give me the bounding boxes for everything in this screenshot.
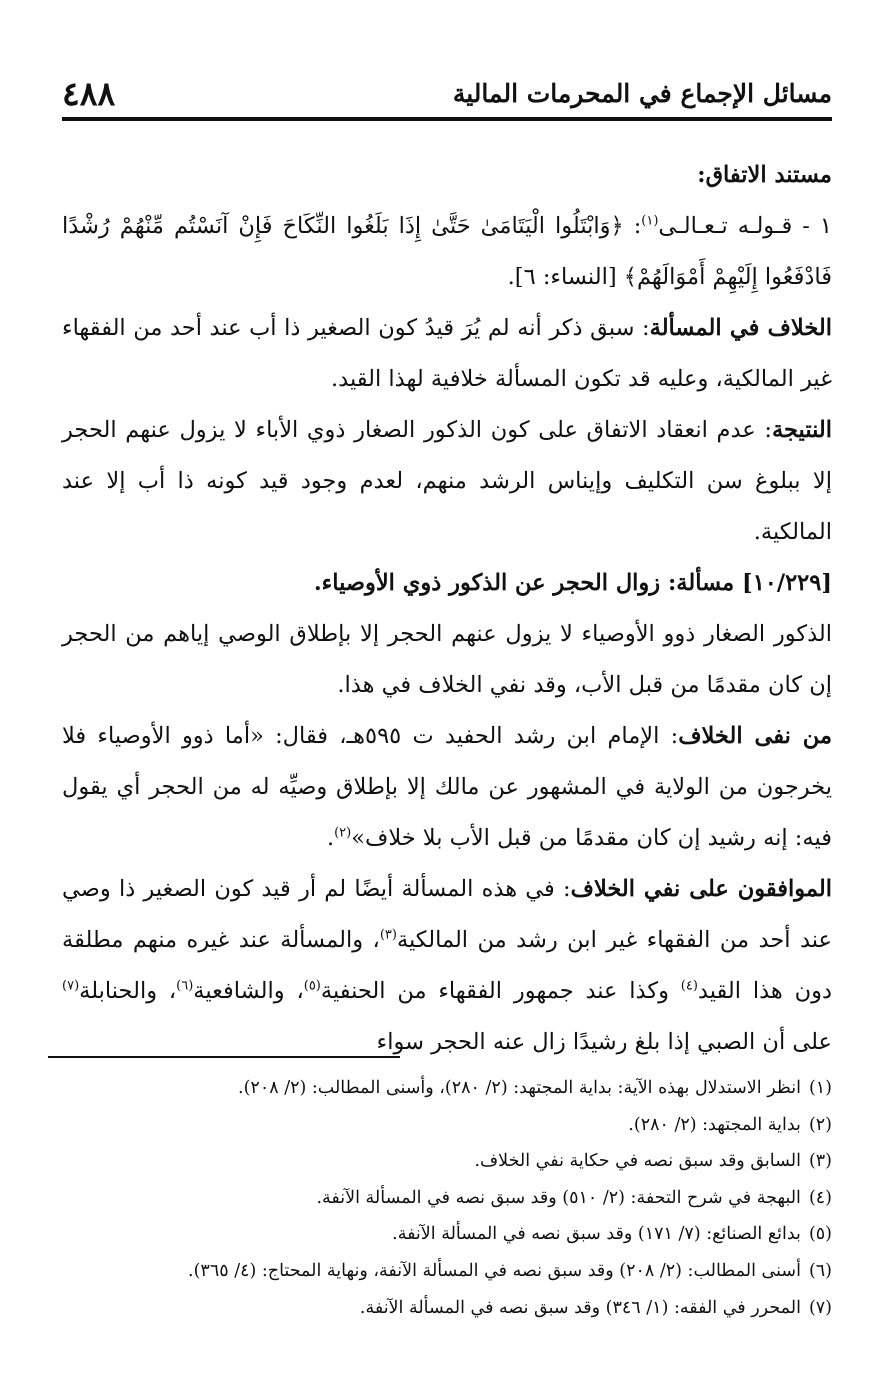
negation-label: من نفى الخلاف	[678, 723, 832, 749]
agree-text-2: ، والمسألة عند غيره منهم مطلقة دون هذا القيد	[62, 927, 832, 1004]
footnote-text: السابق وقد سبق نصه في حكاية نفي الخلاف.	[474, 1151, 801, 1172]
footnote-number: (٢)	[808, 1114, 832, 1135]
agree-text-3: وكذا عند جمهور الفقهاء من الحنفية	[320, 978, 681, 1004]
negation-text: : الإمام ابن رشد الحفيد ت ٥٩٥هـ، فقال: «أما ذوو الأوصياء فلا يخرجون من الولاية في المشهور عن مالك إلا بإطلاق وصيِّه له من الحجر أي يقول فيه: إنه رشيد إن كان مقدمًا من قبل الأب بلا خلاف»	[62, 723, 832, 851]
agree-text-5: ، والحنابلة	[79, 978, 177, 1004]
footnote-text: بدائع الصنائع: (٧/ ١٧١) وقد سبق نصه في المسألة الآنفة.	[392, 1224, 801, 1245]
footnote-ref-4: (٤)	[680, 978, 698, 994]
footnote-ref-2: (٢)	[334, 825, 352, 841]
issue-heading	[62, 558, 832, 609]
evidence-colon: :	[623, 213, 642, 239]
footnote-ref-5: (٥)	[303, 978, 321, 994]
footnote-item	[62, 1253, 832, 1290]
footnote-number: (١)	[808, 1078, 832, 1098]
running-title: مسائل الإجماع في المحرمات المالية	[452, 79, 832, 108]
footnote-ref-7: (٧)	[62, 978, 80, 994]
agree-text-4: ، والشافعية	[193, 978, 304, 1004]
main-text	[62, 150, 832, 1068]
page-number: ٤٨٨	[62, 74, 116, 113]
result-label: النتيجة	[771, 417, 832, 443]
footnote-item	[62, 1216, 832, 1253]
khilaf-text: : سبق ذكر أنه لم يُرَ قيدُ كون الصغير ذا أب عند أحد من الفقهاء غير المالكية، وعليه قد تكون المسألة خلافية لهذا القيد.	[62, 315, 832, 392]
footnote-number: (٥)	[808, 1224, 832, 1245]
footnote-item	[62, 1143, 832, 1180]
issue-paragraph: الذكور الصغار ذوو الأوصياء لا يزول عنهم الحجر إلا بإطلاق الوصي إياهم من الحجر إن كان مقدمًا من قبل الأب، وقد نفي الخلاف في هذا.	[62, 621, 832, 698]
footnote-item	[62, 1290, 832, 1327]
agree-label: الموافقون على نفي الخلاف	[570, 876, 832, 902]
footnote-item	[62, 1107, 832, 1144]
footnote-number: (٣)	[808, 1151, 832, 1172]
khilaf-paragraph	[62, 303, 832, 405]
footnote-text: المحرر في الفقه: (١/ ٣٤٦) وقد سبق نصه في المسألة الآنفة.	[359, 1297, 801, 1318]
result-paragraph	[62, 405, 832, 558]
agree-text-1: : في هذه المسألة أيضًا لم أر قيد كون الصغير ذا وصي عند أحد من الفقهاء غير ابن رشد من المالكية	[62, 876, 832, 953]
footnote-ref-3: (٣)	[379, 927, 397, 943]
sanad-heading: مستند الاتفاق:	[697, 162, 832, 188]
footnote-number: (٧)	[808, 1297, 832, 1318]
footnote-separator	[48, 1056, 400, 1058]
header-rule	[62, 117, 832, 121]
footnote-item	[62, 1180, 832, 1217]
footnote-item	[62, 1070, 832, 1107]
issue-title: زوال الحجر عن الذكور ذوي الأوصياء.	[313, 570, 668, 596]
footnote-ref-1: (١)	[641, 213, 659, 229]
footnotes	[62, 1070, 832, 1326]
page-header	[62, 76, 832, 122]
footnote-number: (٤)	[808, 1187, 832, 1208]
evidence-paragraph	[62, 201, 832, 303]
footnote-text: أسنى المطالب: (٢/ ٢٠٨) وقد سبق نصه في المسألة الآنفة، ونهاية المحتاج: (٤/ ٣٦٥).	[188, 1260, 801, 1281]
quran-verse: ﴿وَابْتَلُوا الْيَتَامَىٰ حَتَّىٰ إِذَا بَلَغُوا النِّكَاحَ فَإِنْ آنَسْتُم مِّنْهُمْ رُشْدًا فَادْفَعُوا إِلَيْهِمْ أَمْوَالَهُمْ﴾	[62, 213, 832, 290]
negation-end: .	[326, 825, 335, 851]
footnote-text: البهجة في شرح التحفة: (٢/ ٥١٠) وقد سبق نصه في المسألة الآنفة.	[316, 1187, 801, 1208]
result-text: : عدم انعقاد الاتفاق على كون الذكور الصغار ذوي الأباء لا يزول عنهم الحجر إلا ببلوغ سن التكليف وإيناس الرشد منهم، لعدم وجود قيد كونه ذا أب إلا عند المالكية.	[62, 417, 832, 545]
agree-text-6: على أن الصبي إذا بلغ رشيدًا زال عنه الحجر سواء	[376, 1029, 832, 1055]
evidence-intro: ١ - قـولـه تـعـالـى	[658, 213, 832, 239]
quran-reference: [النساء: ٦].	[507, 264, 624, 290]
negation-paragraph	[62, 711, 832, 864]
footnote-number: (٦)	[808, 1260, 832, 1281]
footnote-ref-6: (٦)	[176, 978, 194, 994]
khilaf-label: الخلاف في المسألة	[649, 315, 832, 341]
footnote-text: انظر الاستدلال بهذه الآية: بداية المجتهد: (٢/ ٢٨٠)، وأسنى المطالب: (٢/ ٢٠٨).	[238, 1078, 801, 1098]
agree-paragraph	[62, 864, 832, 1068]
footnote-text: بداية المجتهد: (٢/ ٢٨٠).	[628, 1114, 801, 1135]
issue-number: [١٠/٢٢٩] مسألة:	[668, 570, 832, 596]
